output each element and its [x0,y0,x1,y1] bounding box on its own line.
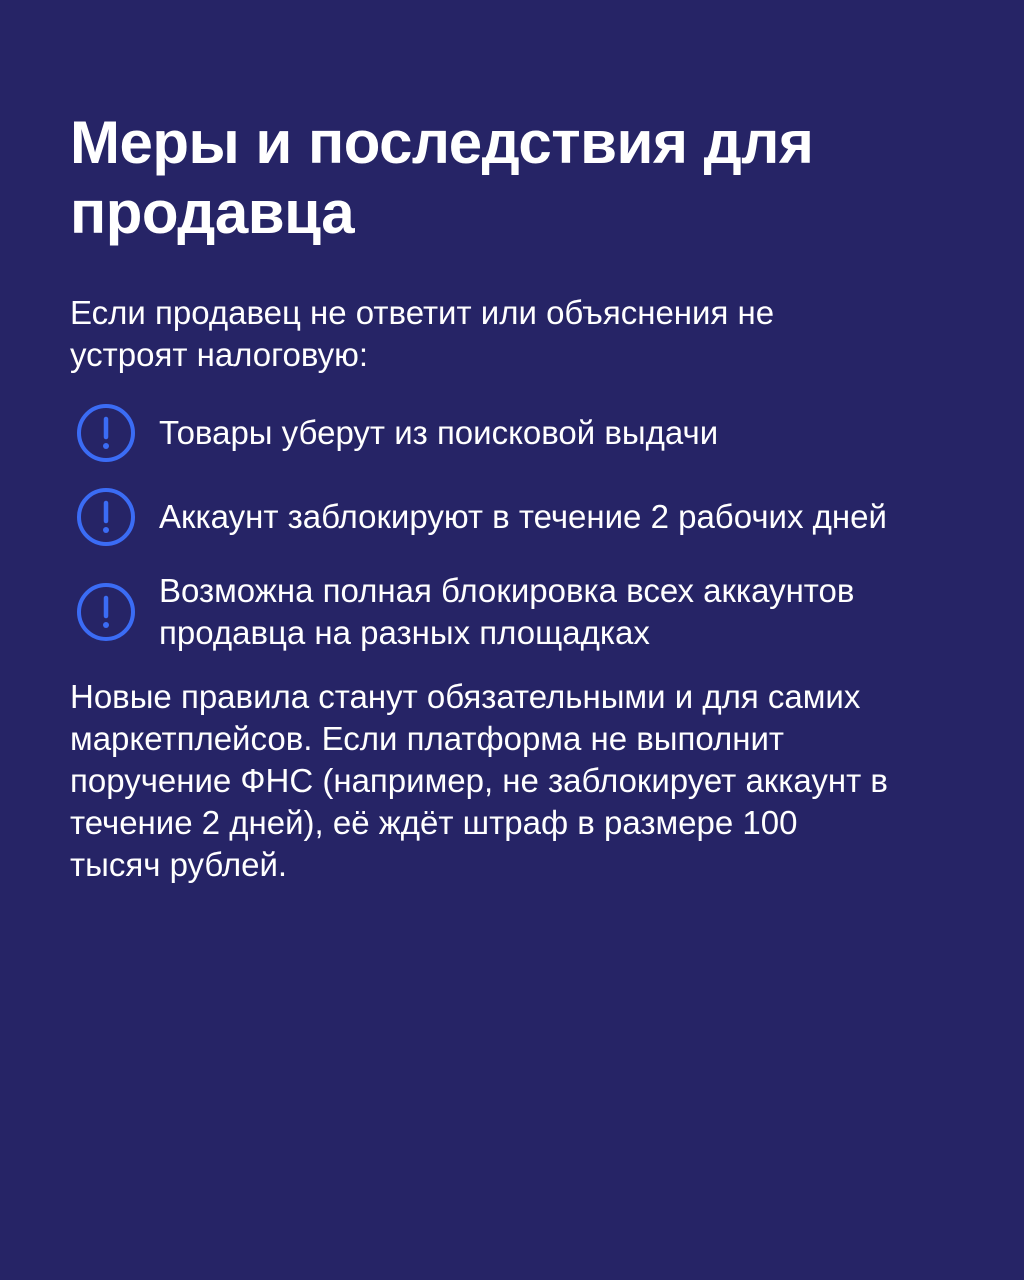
exclamation-circle-icon [75,402,137,464]
measure-item [70,570,954,654]
slide-title: Меры и последствия для продавца [70,109,814,246]
measure-text: Товары уберут из поисковой выдачи [159,414,719,451]
measures-list [70,402,954,654]
intro-text: Если продавец не ответит или объяснения не устроят налоговую: [70,294,775,373]
exclamation-circle-icon [75,486,137,548]
measure-item [70,402,954,464]
measure-item [70,486,954,548]
outro-text: Новые правила станут обязательными и для самих маркетплейсов. Если платформа не выполнит поручение ФНС (например, не заблокирует аккаунт в течение 2 дней), её ждёт штраф в размере 100 тысяч рублей. [70,678,888,883]
measure-text: Аккаунт заблокируют в течение 2 рабочих дней [159,498,887,535]
exclamation-circle-icon [75,581,137,643]
measure-text: Возможна полная блокировка всех аккаунтов продавца на разных площадках [159,572,855,651]
